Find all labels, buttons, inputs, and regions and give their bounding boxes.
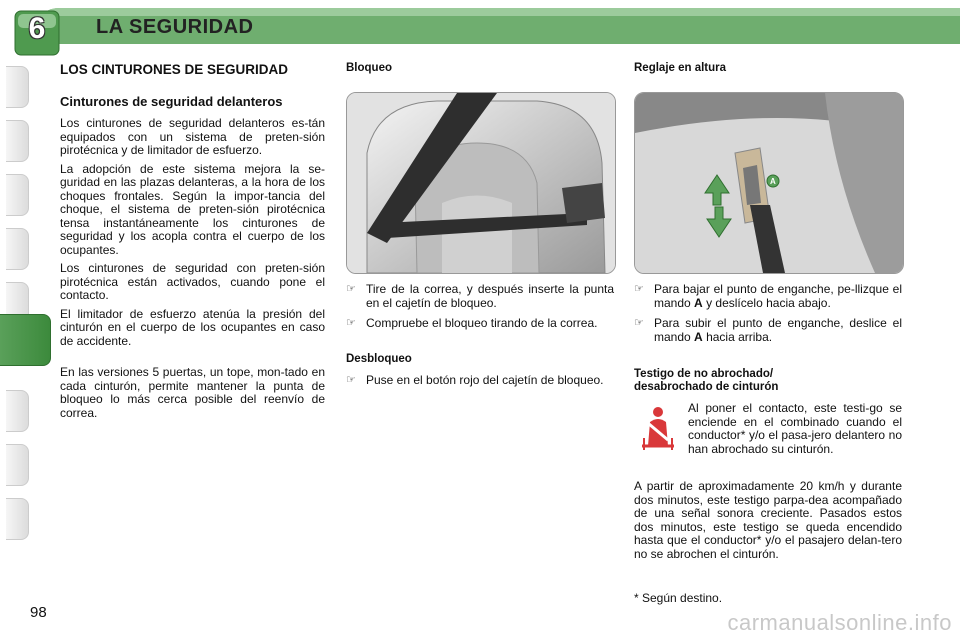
side-tab-1[interactable] [6,66,29,108]
subsection-heading: Cinturones de seguridad delanteros [60,94,283,109]
footnote: * Según destino. [634,591,723,605]
side-tab-8[interactable] [6,444,29,486]
paragraph-2: La adopción de este sistema mejora la se-guridad en las plazas delanteras, a la hora de los choques frontales. Según la impor-tancia del choque, el sistema de preten-sión pirotécnica tensa instantáneamente los cinturones de seguridad y los acopla contra el cuerpo de los ocupantes. [60,161,325,257]
chapter-side-tabs [0,60,30,580]
middle-column-text [346,283,614,394]
left-column [60,62,325,425]
testigo-text-2: A partir de aproximadamente 20 km/h y durante dos minutos, este testigo parpa-dea acompañado de una señal sonora creciente. Pasados estos dos minutos, este testigo se queda encendido hasta que el conductor* y/o el pasajero delan-tero no se abrochen el cinturón. [634,479,902,561]
desbloqueo-heading: Desbloqueo [346,352,412,365]
height-adjust-illustration [635,93,903,273]
reglaje-step-2: ☞ Para subir el punto de enganche, deslice el mando A hacia arriba. [634,316,902,344]
height-adjust-photo [634,92,904,274]
reglaje-heading: Reglaje en altura [634,62,727,74]
seatbelt-warning-icon [640,406,676,450]
testigo-text: Al poner el contacto, este testi-go se enciende en el combinado cuando el conductor* y/o el pasa-jero delantero no han abrochado su cinturón. [688,401,902,456]
testigo-block [634,402,902,472]
paragraph-5: En las versiones 5 puertas, un tope, mon-tado en cada cinturón, permite mantener la punta de bloqueo lo más cerca posible del reenvío de correa. [60,365,325,420]
side-tab-2[interactable] [6,120,29,162]
chapter-number: 6 [28,12,46,45]
bloqueo-heading: Bloqueo [346,62,392,74]
page-title: LA SEGURIDAD [96,16,254,38]
photo-label-a: A [770,177,776,186]
chapter-badge [14,10,60,56]
watermark-text: carmanualsonline.info [727,610,952,635]
side-tab-7[interactable] [6,390,29,432]
desbloqueo-step-1: ☞ Puse en el botón rojo del cajetín de bloqueo. [346,372,604,387]
reglaje-step-1: ☞ Para bajar el punto de enganche, pe-llizque el mando A y deslícelo hacia abajo. [634,282,902,310]
bloqueo-step-1: ☞ Tire de la correa, y después inserte la punta en el cajetín de bloqueo. [346,282,614,310]
pointing-hand-icon: ☞ [634,283,644,295]
side-tab-4[interactable] [6,228,29,270]
bloqueo-step-2: ☞ Compruebe el bloqueo tirando de la correa. [346,316,598,330]
pointing-hand-icon: ☞ [634,317,644,329]
paragraph-4: El limitador de esfuerzo atenúa la presión del cinturón en el cuerpo de los ocupantes en caso de accidente. [60,306,325,348]
side-tab-9[interactable] [6,498,29,540]
right-column [634,62,902,83]
seat-belt-illustration [347,93,615,273]
testigo-heading: Testigo de no abrochado/ desabrochado de cinturón [634,368,779,393]
pointing-hand-icon: ☞ [346,373,356,386]
paragraph-3: Los cinturones de seguridad con preten-sión pirotécnica están activados, cuando pone el contacto. [60,261,325,302]
page-number: 98 [30,604,47,621]
middle-column [346,62,614,83]
pointing-hand-icon: ☞ [346,283,356,295]
section-heading: LOS CINTURONES DE SEGURIDAD [60,62,289,77]
paragraph-1: Los cinturones de seguridad delanteros es-tán equipados con un sistema de preten-sión pirotécnica y de limitador de esfuerzo. [60,116,325,157]
right-column-text [634,283,902,566]
side-tab-3[interactable] [6,174,29,216]
side-tab-6-active[interactable] [0,314,51,366]
pointing-hand-icon: ☞ [346,317,356,329]
seat-belt-photo [346,92,616,274]
